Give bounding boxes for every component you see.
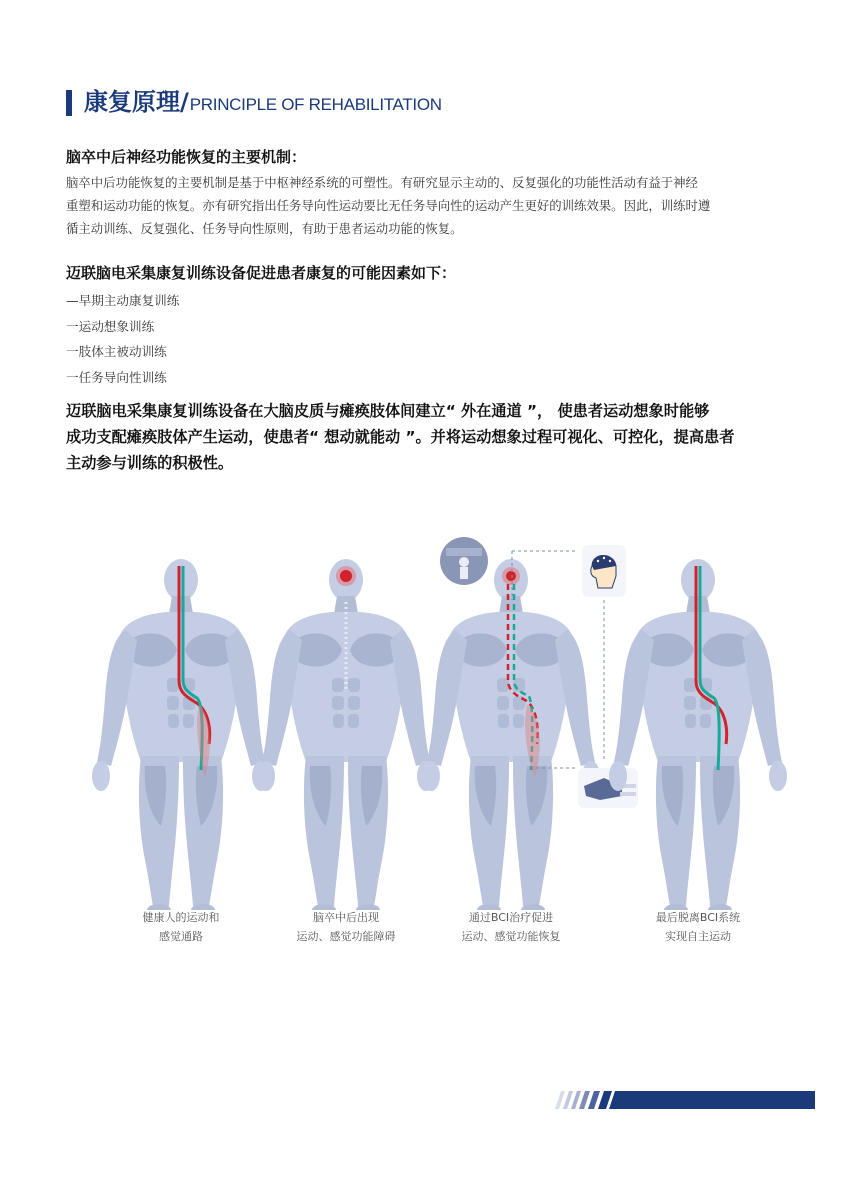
title-separator: / bbox=[180, 88, 189, 116]
figure-recovered bbox=[609, 559, 787, 910]
paragraph-line: 循主动训练、反复强化、任务导向性原则，有助于患者运动功能的恢复。 bbox=[66, 221, 463, 236]
figure-stroke bbox=[257, 559, 435, 910]
list-item: 一任务导向性训练 bbox=[66, 369, 167, 385]
caption-line: 感觉通路 bbox=[159, 930, 203, 943]
list-item: —早期主动康复训练 bbox=[66, 293, 180, 308]
mechanism-paragraph bbox=[66, 171, 816, 240]
page-title: 康复原理 bbox=[84, 88, 180, 116]
caption-line: 健康人的运动和 bbox=[142, 911, 220, 924]
figure-bci bbox=[422, 559, 600, 910]
caption-line: 最后脱离BCI系统 bbox=[655, 911, 741, 924]
eeg-head-icon bbox=[582, 545, 626, 597]
highlight-line: 迈联脑电采集康复训练设备在大脑皮质与瘫痪肢体间建立“ 外在通道 ”， 使患者运动想象时能够 bbox=[66, 402, 710, 420]
highlight-line: 主动参与训练的积极性。 bbox=[66, 454, 234, 472]
figure-healthy bbox=[92, 559, 270, 910]
highlight-paragraph bbox=[66, 398, 818, 476]
caption-stroke bbox=[261, 908, 431, 946]
caption-line: 运动、感觉功能障碍 bbox=[296, 930, 396, 943]
rehab-figure bbox=[0, 530, 866, 910]
highlight-line: 成功支配瘫痪肢体产生运动，使患者“ 想动就能动 ”。并将运动想象过程可视化、可控化，提高患者 bbox=[66, 428, 735, 446]
caption-bci bbox=[426, 908, 596, 946]
caption-line: 通过BCI治疗促进 bbox=[468, 911, 554, 924]
footer-decoration bbox=[555, 1091, 815, 1109]
caption-healthy bbox=[96, 908, 266, 946]
caption-line: 实现自主运动 bbox=[665, 930, 731, 943]
page-header bbox=[66, 88, 442, 116]
paragraph-line: 脑卒中后功能恢复的主要机制是基于中枢神经系统的可塑性。有研究显示主动的、反复强化的功能性活动有益于神经 bbox=[66, 175, 698, 190]
robotic-hand-device-icon bbox=[578, 768, 638, 808]
motor-imagery-bubble bbox=[440, 537, 488, 585]
caption-recovered bbox=[613, 908, 783, 946]
header-accent-bar bbox=[66, 90, 72, 116]
section-heading-factors: 迈联脑电采集康复训练设备促进患者康复的可能因素如下： bbox=[66, 264, 457, 282]
list-item: 一肢体主被动训练 bbox=[66, 344, 167, 359]
factor-list bbox=[66, 288, 179, 390]
section-heading-mechanism: 脑卒中后神经功能恢复的主要机制： bbox=[66, 148, 307, 166]
caption-line: 脑卒中后出现 bbox=[313, 911, 379, 924]
page-title-en: PRINCIPLE OF REHABILITATION bbox=[189, 95, 442, 114]
caption-line: 运动、感觉功能恢复 bbox=[461, 930, 561, 943]
paragraph-line: 重塑和运动功能的恢复。亦有研究指出任务导向性运动要比无任务导向性的运动产生更好的训练效果。因此，训练时遵 bbox=[66, 198, 711, 213]
list-item: 一运动想象训练 bbox=[66, 318, 155, 334]
